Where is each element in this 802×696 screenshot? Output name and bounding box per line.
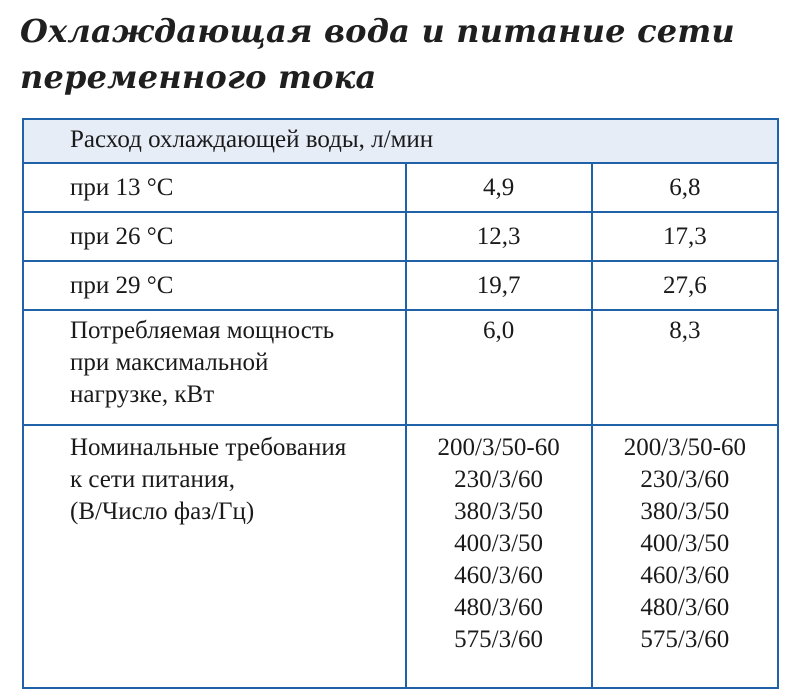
voltage-option: 200/3/50-60 — [437, 434, 560, 461]
table-row — [23, 163, 778, 212]
power-value-1: 6,0 — [406, 310, 592, 425]
voltage-option: 460/3/60 — [640, 562, 730, 589]
spec-table — [22, 118, 779, 689]
title-line-1: Охлаждающая вода и питание сети — [20, 12, 735, 50]
power-label — [23, 310, 406, 425]
voltage-values-2 — [592, 425, 778, 688]
voltage-option: 480/3/60 — [640, 594, 730, 621]
row-label: при 13 °C — [23, 163, 406, 212]
voltage-label-line: к сети питания, — [70, 466, 236, 493]
power-label-line: Потребляемая мощность — [70, 317, 335, 344]
voltage-option: 480/3/60 — [454, 594, 544, 621]
voltage-values-1 — [406, 425, 592, 688]
voltage-label — [23, 425, 406, 688]
title-line-2: переменного тока — [20, 58, 377, 96]
voltage-label-line: (В/Число фаз/Гц) — [70, 498, 255, 525]
voltage-option: 400/3/50 — [640, 530, 730, 557]
table-row — [23, 261, 778, 310]
row-value-1: 12,3 — [406, 212, 592, 261]
table-header-cell: Расход охлаждающей воды, л/мин — [23, 119, 778, 163]
power-label-line: нагрузке, кВт — [70, 381, 215, 408]
page-title — [20, 8, 790, 100]
row-value-1: 4,9 — [406, 163, 592, 212]
voltage-label-line: Номинальные требования — [70, 434, 347, 461]
voltage-option: 400/3/50 — [454, 530, 544, 557]
voltage-option: 200/3/50-60 — [623, 434, 746, 461]
voltage-option: 380/3/50 — [454, 498, 544, 525]
row-label: при 29 °C — [23, 261, 406, 310]
voltage-option: 460/3/60 — [454, 562, 544, 589]
voltage-option: 575/3/60 — [640, 626, 730, 653]
voltage-option: 230/3/60 — [640, 466, 730, 493]
row-value-2: 6,8 — [592, 163, 778, 212]
voltage-option: 230/3/60 — [454, 466, 544, 493]
table-row — [23, 212, 778, 261]
row-value-2: 17,3 — [592, 212, 778, 261]
voltage-option: 575/3/60 — [454, 626, 544, 653]
row-value-2: 27,6 — [592, 261, 778, 310]
row-value-1: 19,7 — [406, 261, 592, 310]
table-header-row — [23, 119, 778, 163]
power-value-2: 8,3 — [592, 310, 778, 425]
voltage-row — [23, 425, 778, 688]
power-row — [23, 310, 778, 425]
voltage-option: 380/3/50 — [640, 498, 730, 525]
row-label: при 26 °C — [23, 212, 406, 261]
power-label-line: при максимальной — [70, 349, 269, 376]
